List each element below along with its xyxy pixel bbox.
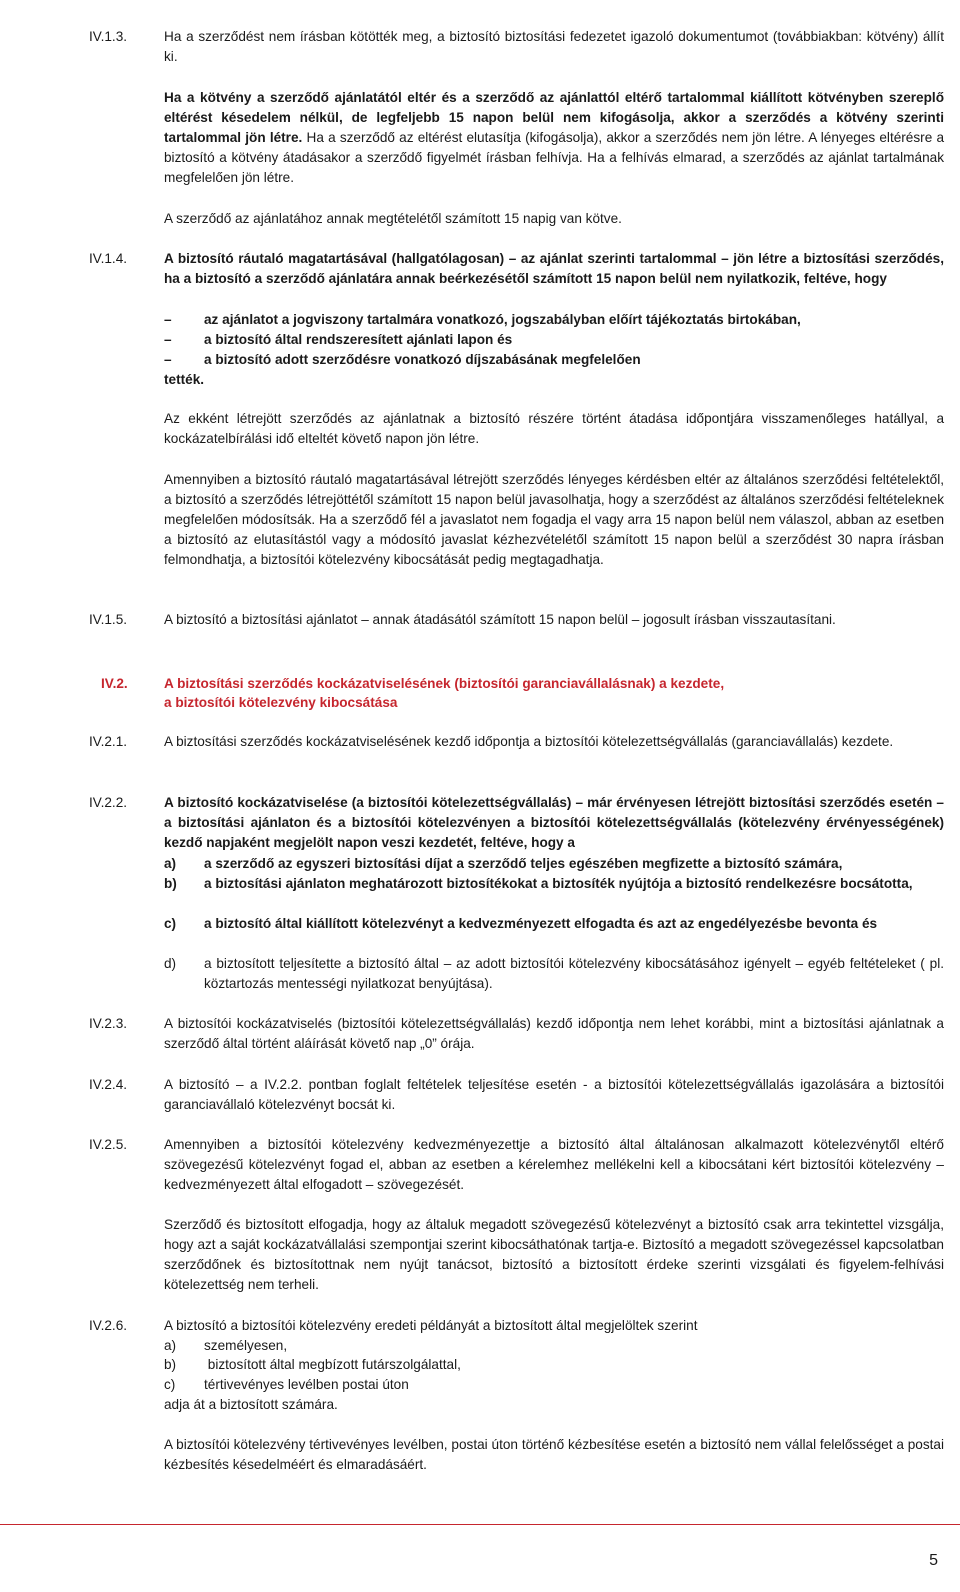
paragraph: A biztosítói kötelezvény tértivevényes levélben, postai úton történő kézbesítése esetén a biztosító nem vállal felelősséget a postai kézbesítés késedelméért és elmaradásáért. bbox=[164, 1437, 944, 1472]
list-item: a szerződő az egyszeri biztosítási díjat a szerződő teljes egészében megfizette a biztosító számára, bbox=[204, 856, 843, 871]
list-item: biztosított által megbízott futárszolgálattal, bbox=[204, 1357, 461, 1372]
section-number: IV.2.4. bbox=[89, 1077, 128, 1092]
list-item: a biztosító által kiállított kötelezvényt a kedvezményezett elfogadta és azt az engedélyezésbe bevonta és bbox=[204, 916, 878, 931]
section-number: IV.1.5. bbox=[89, 612, 128, 627]
section-number: IV.2.6. bbox=[89, 1318, 128, 1333]
section-number: IV.1.3. bbox=[89, 29, 128, 44]
section-intro: A biztosító kockázatviselése (a biztosítói kötelezettségvállalás) – már érvényesen létrejött biztosítási szerződés esetén – a biztosítási ajánlaton és a biztosítói kötelezvényen a biztosítói kötelezettségvállalás (kötelezvény érvényességének) kezdő napjaként megjelölt napon veszi kezdetét, feltéve, hogy a bbox=[164, 795, 944, 850]
section-text bbox=[164, 209, 944, 229]
dash-bullet: – bbox=[164, 332, 172, 347]
paragraph: A biztosítói kockázatviselés (biztosítói kötelezettségvállalás) kezdő időpontja nem lehet korábbi, mint a biztosítási ajánlatnak a szerződő által történt aláírását követő nap „0” órája. bbox=[164, 1016, 944, 1051]
paragraph: Az ekként létrejött szerződés az ajánlatnak a biztosító részére történt átadása időpontjára visszamenőleges hatállyal, a kockázatelbírálási idő elteltét követő napon jön létre. bbox=[164, 411, 944, 446]
list-item: tértivevényes levélben postai úton bbox=[204, 1377, 409, 1392]
list-item: a biztosított teljesítette a biztosító által – az adott biztosítói kötelezvény kibocsátásához igényelt – egyéb feltételeket ( pl. köztartozás mentességi nyilatkozat benyújtása). bbox=[204, 956, 944, 991]
section-number: IV.2.2. bbox=[89, 795, 128, 810]
list-item: a biztosító által rendszeresített ajánlati lapon és bbox=[204, 332, 513, 347]
list-item: az ajánlatot a jogviszony tartalmára vonatkozó, jogszabályban előírt tájékoztatás birtokában, bbox=[204, 312, 801, 327]
page-number: 5 bbox=[929, 1552, 938, 1569]
list-item: személyesen, bbox=[204, 1338, 288, 1353]
list-letter: a) bbox=[164, 1338, 177, 1353]
bold-text: Ha a kötvény a szerződő ajánlatától eltér és a szerződő az ajánlattól eltérő tartalommal kiállított kötvényben szereplő eltérést késedelem nélkül, de legfeljebb 15 napon belül nem kifogásolja, akkor a szerződés a kötvény szerinti tartalommal jön létre. bbox=[164, 90, 944, 145]
paragraph: Szerződő és biztosított elfogadja, hogy az általuk megadott szövegezésű kötelezvényt a biztosító csak arra tekintettel vizsgálja, hogy azt a saját kockázatvállalási szempontjai szerint kibocsáthatónak tartja-e. Biztosító a megadott szövegezéssel kapcsolatban szerződőnek és biztosítottnak nem nyújt tanácsot, biztosító a biztosított érdeke szerinti vizsgálati és figyelem-felhívási kötelezettség nem terheli. bbox=[164, 1217, 944, 1292]
plain-text: Ha a szerződő az eltérést elutasítja (kifogásolja), akkor a szerződés nem jön létre. A lényeges eltérésre a biztosító a kötvény átadásakor a szerződő figyelmét írásban felhívja. Ha a felhívás elmarad, a szerződés az ajánlat tartalmának megfelelően jön létre. bbox=[164, 130, 944, 185]
list-letter: c) bbox=[164, 1377, 176, 1392]
section-number: IV.2.3. bbox=[89, 1016, 128, 1031]
paragraph: A biztosító a biztosítási ajánlatot – annak átadásától számított 15 napon belül – jogosult írásban visszautasítani. bbox=[164, 612, 836, 627]
list-end: tették. bbox=[164, 372, 205, 387]
list-item: a biztosítási ajánlaton meghatározott biztosítékokat a biztosíték nyújtója a biztosító rendelkezésre bocsátotta, bbox=[204, 876, 913, 891]
paragraph: A biztosító – a IV.2.2. pontban foglalt feltételek teljesítése esetén - a biztosítói kötelezettségvállalás igazolására a biztosítói garanciavállaló kötelezvényt bocsát ki. bbox=[164, 1077, 944, 1112]
footer-divider bbox=[0, 1524, 960, 1525]
section-number: IV.1.4. bbox=[89, 251, 128, 266]
section-number: IV.2.5. bbox=[89, 1137, 128, 1152]
paragraph: A biztosítási szerződés kockázatviselésének kezdő időpontja a biztosítói kötelezettségvállalás (garanciavállalás) kezdete. bbox=[164, 734, 894, 749]
list-letter: c) bbox=[164, 916, 177, 931]
heading-number: IV.2. bbox=[101, 676, 128, 691]
heading-line: a biztosítói kötelezvény kibocsátása bbox=[164, 695, 398, 710]
dash-bullet: – bbox=[164, 312, 172, 327]
paragraph: Amennyiben a biztosító ráutaló magatartásával létrejött szerződés lényeges kérdésben eltér az általános szerződési feltételektől, a biztosító a szerződés létrejöttétől számított 15 napon belül javasolhatja, hogy a szerződést az általános szerződési feltételeknek megfelelően módosítsák. Ha a szerződő fél a javaslatot nem fogadja el vagy arra 15 napon belül nem válaszol, abban az esetben a biztosító az elutasítástól vagy a módosító javaslat kézhezvételétől számított 15 napon belül a szerződést 30 napra írásban felmondhatja, a biztosítói kötelezvény kibocsátását pedig megtagadhatja. bbox=[164, 472, 944, 567]
paragraph bbox=[164, 88, 944, 188]
paragraph: A szerződő az ajánlatához annak megtételétől számított 15 napig van kötve. bbox=[164, 211, 622, 226]
paragraph: Amennyiben a biztosítói kötelezvény kedvezményezettje a biztosító által általánosan alkalmazott kötelezvénytől eltérő szövegezésű kötelezvényt fogad el, abban az esetben a kérelemhez mellékelni kell a kibocsátani kért biztosítói kötelezvény – kedvezményezett által elfogadott – szövegezését. bbox=[164, 1137, 944, 1192]
section-number: IV.2.1. bbox=[89, 734, 128, 749]
list-letter: a) bbox=[164, 856, 177, 871]
paragraph: Ha a szerződést nem írásban kötötték meg, a biztosító biztosítási fedezetet igazoló dokumentumot (továbbiakban: kötvény) állít ki. bbox=[164, 29, 944, 64]
section-text bbox=[164, 88, 944, 188]
list-letter: b) bbox=[164, 876, 177, 891]
list-item: a biztosító adott szerződésre vonatkozó díjszabásának megfelelően bbox=[204, 352, 641, 367]
section-intro: A biztosító a biztosítói kötelezvény eredeti példányát a biztosított által megjelöltek szerint bbox=[164, 1318, 698, 1333]
section-text bbox=[164, 27, 944, 67]
list-end: adja át a biztosított számára. bbox=[164, 1397, 338, 1412]
list-letter: b) bbox=[164, 1357, 177, 1372]
heading-line: A biztosítási szerződés kockázatviselésének (biztosítói garanciavállalásnak) a kezdete, bbox=[164, 676, 725, 691]
dash-bullet: – bbox=[164, 352, 172, 367]
list-letter: d) bbox=[164, 956, 177, 971]
section-intro: A biztosító ráutaló magatartásával (hallgatólagosan) – az ajánlat szerinti tartalommal – jön létre a biztosítási szerződés, ha a biztosító a szerződő ajánlatára annak beérkezésétől számított 15 napon belül nem nyilatkozik, feltéve, hogy bbox=[164, 251, 944, 286]
